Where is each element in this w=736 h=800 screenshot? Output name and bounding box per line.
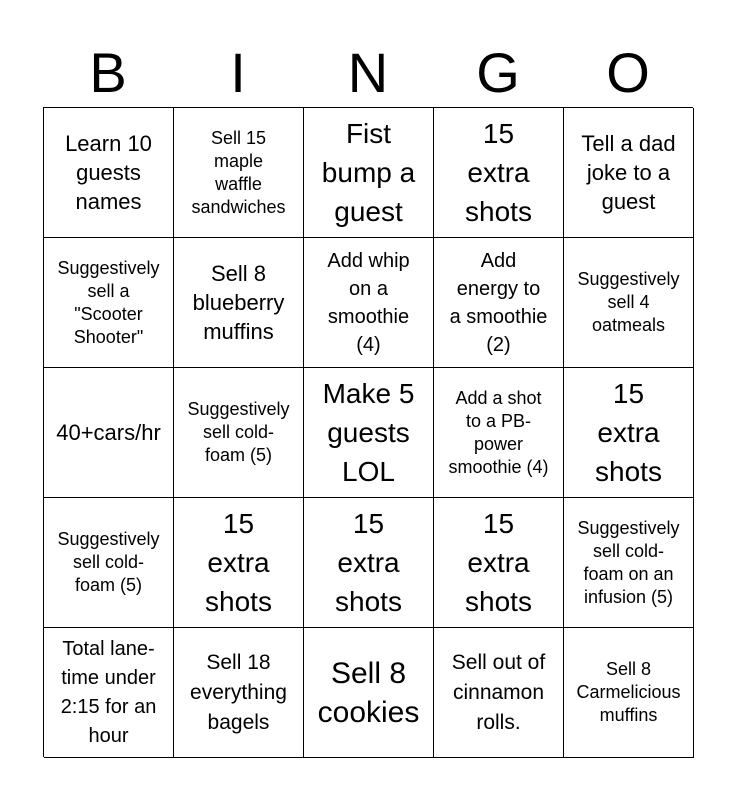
bingo-cell[interactable] bbox=[174, 368, 304, 498]
cell-text: 15 extra shots bbox=[335, 508, 402, 617]
bingo-cell[interactable] bbox=[174, 498, 304, 628]
bingo-cell[interactable] bbox=[564, 498, 694, 628]
cell-text: Suggestively sell cold- foam (5) bbox=[57, 529, 160, 595]
bingo-cell[interactable] bbox=[564, 108, 694, 238]
cell-text: Sell 8 cookies bbox=[317, 656, 420, 729]
bingo-cell[interactable] bbox=[434, 108, 564, 238]
cell-text: Suggestively sell cold- foam on an infusion (5) bbox=[577, 517, 680, 607]
cell-text: Add a shot to a PB- power smoothie (4) bbox=[448, 387, 549, 477]
cell-text: Sell 8 blueberry muffins bbox=[192, 261, 285, 344]
cell-text: Sell 8 Carmelicious muffins bbox=[576, 659, 681, 725]
cell-text: Suggestively sell a "Scooter Shooter" bbox=[57, 257, 160, 347]
header-letter-o: O bbox=[606, 41, 650, 104]
cell-text: Suggestively sell 4 oatmeals bbox=[577, 269, 680, 335]
bingo-cell[interactable] bbox=[44, 368, 174, 498]
bingo-cell[interactable] bbox=[564, 628, 694, 758]
bingo-cell[interactable] bbox=[564, 368, 694, 498]
cell-text: 40+cars/hr bbox=[56, 420, 161, 445]
cell-text: Sell 18 everything bagels bbox=[190, 650, 287, 734]
bingo-cell[interactable] bbox=[434, 238, 564, 368]
cell-text: Total lane- time under 2:15 for an hour bbox=[60, 637, 157, 747]
bingo-cell[interactable] bbox=[44, 498, 174, 628]
bingo-cell[interactable] bbox=[304, 628, 434, 758]
cell-text: 15 extra shots bbox=[465, 118, 532, 227]
header-letter-b: B bbox=[89, 41, 127, 104]
cell-text: Suggestively sell cold- foam (5) bbox=[187, 399, 290, 465]
bingo-cell[interactable] bbox=[304, 498, 434, 628]
cell-text: Fist bump a guest bbox=[321, 118, 416, 227]
bingo-cell[interactable] bbox=[44, 628, 174, 758]
bingo-cell[interactable] bbox=[434, 498, 564, 628]
cell-text: 15 extra shots bbox=[205, 508, 272, 617]
header-letter-i: I bbox=[230, 41, 246, 104]
bingo-cell[interactable] bbox=[44, 238, 174, 368]
bingo-cell[interactable] bbox=[174, 108, 304, 238]
bingo-header bbox=[43, 40, 693, 106]
header-letter-n: N bbox=[347, 41, 389, 104]
cell-text: Add energy to a smoothie (2) bbox=[449, 249, 548, 356]
bingo-cell[interactable] bbox=[434, 628, 564, 758]
cell-text: Make 5 guests LOL bbox=[322, 378, 415, 487]
bingo-cell[interactable] bbox=[44, 108, 174, 238]
cell-text: 15 extra shots bbox=[465, 508, 532, 617]
bingo-cell[interactable] bbox=[174, 628, 304, 758]
bingo-cell[interactable] bbox=[564, 238, 694, 368]
bingo-cell[interactable] bbox=[434, 368, 564, 498]
bingo-cell[interactable] bbox=[174, 238, 304, 368]
cell-text: 15 extra shots bbox=[595, 378, 662, 487]
cell-text: Add whip on a smoothie (4) bbox=[327, 249, 410, 356]
bingo-board bbox=[43, 107, 693, 757]
cell-text: Sell 15 maple waffle sandwiches bbox=[191, 127, 286, 217]
cell-text: Tell a dad joke to a guest bbox=[581, 131, 676, 214]
cell-text: Learn 10 guests names bbox=[65, 131, 152, 214]
bingo-cell[interactable] bbox=[304, 108, 434, 238]
bingo-cell[interactable] bbox=[304, 238, 434, 368]
bingo-cell[interactable] bbox=[304, 368, 434, 498]
header-letter-g: G bbox=[476, 41, 520, 104]
cell-text: Sell out of cinnamon rolls. bbox=[451, 650, 546, 734]
